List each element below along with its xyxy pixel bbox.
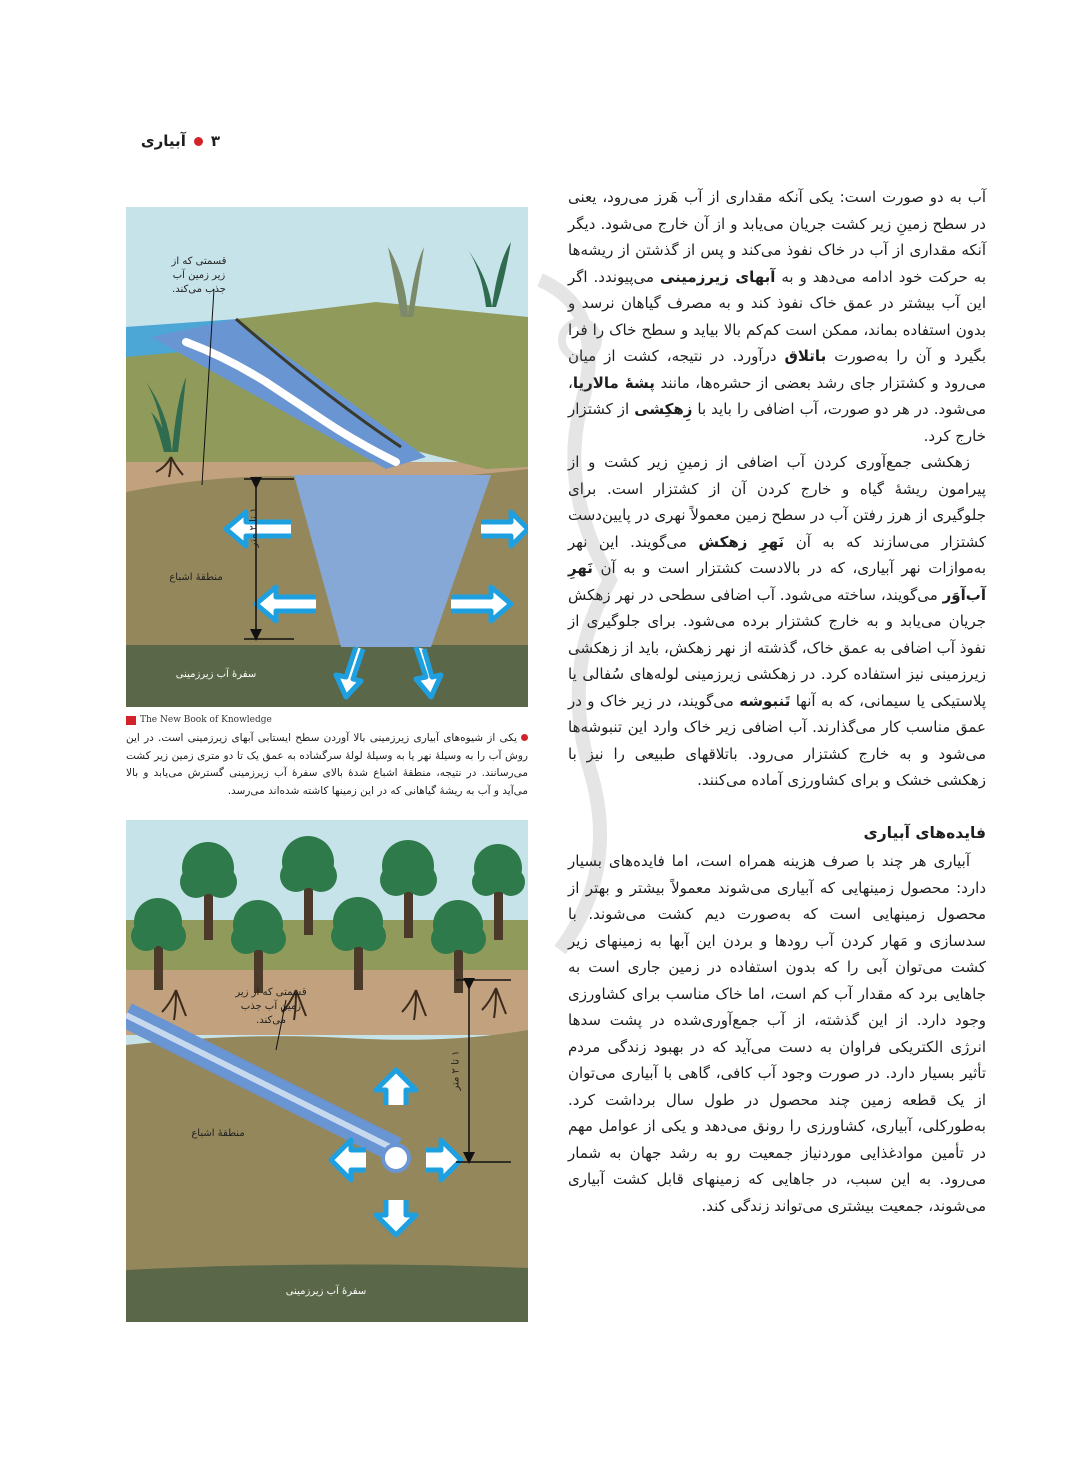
figure-pipe-irrigation — [126, 820, 528, 1322]
label-saturation-zone: منطقهٔ اشباع — [169, 572, 223, 583]
page-number: ۳ — [210, 132, 220, 150]
paragraph: آب به دو صورت است: یکی آنکه مقداری از آب هَرز می‌رود، یعنی در سطح زمینِ زیر کشت جریان می‌یابد و از آن خارج می‌شود. دیگر آنکه مقداری از آب در خاک نفوذ می‌کند و پس از گذشتن از ریشه‌ها به حرکت خود ادامه می‌دهد و به آبهای زیرزمینی می‌پیوندد. اگر این آب بیشتر در عمق خاک نفوذ کند و به مصرف گیاهان نرسد و بدون استفاده بماند، ممکن است کم‌کم بالا بیاید و سطح خاک را فرا بگیرد و آن را به‌صورت باتلاق درآورد. در نتیجه، کشت از میان می‌رود و کشتزار جای رشد بعضی از حشره‌ها، مانند پشهٔ مالاریا، می‌شود. در هر دو صورت، آب اضافی را باید با زِهکِشی از کشتزار خارج کرد. — [568, 188, 986, 445]
label-depth: ۱ تا ۲ متر — [450, 1050, 462, 1091]
image-credit: The New Book of Knowledge — [126, 713, 528, 727]
pipe-opening — [383, 1145, 409, 1171]
publisher-logo-icon — [126, 716, 136, 725]
figure-caption: یکی از شیوه‌های آبیاری زیرزمینی بالا آوردن سطح ایستابی آبهای زیرزمینی است. در این روش آب را به وسیلهٔ نهر یا به وسیلهٔ لولهٔ سرگشاده به عمق یک تا دو متری زمین زیر کشت می‌رسانند. در نتیجه، منطقهٔ اشباع شدهٔ بالای سفرهٔ آب زیرزمینی گسترش می‌یابد و بالا می‌آید و آب به ریشهٔ گیاهانی که در این زمینها کاشته شده‌اند می‌رسد. — [126, 732, 528, 797]
label-absorption: قسمتی که از زیر زمین آب جذب می‌کند. — [235, 987, 307, 1026]
paragraph: زهکشی جمع‌آوری کردن آب اضافی از زمینِ زیر کشت و از پیرامون ریشهٔ گیاه و خارج کردن آن از کشتزار است. برای جلوگیری از هرز رفتن آب در سطح زمین معمولاً نهری در پایین‌دست کشتزار می‌سازند که به آن نَهرِ زهکش می‌گویند. این نهر به‌موازات نهر آبیاری، که در بالادست کشتزار است و به آن نَهرِ آب‌آوَر می‌گویند، ساخته می‌شود. آب اضافی سطحی در نهر زهکش جریان می‌یابد و به خارج کشتزار برده می‌شود. برای جلوگیری از نفوذ آب اضافی به عمق خاک، گذشته از نهر زهکش، باید از زهکشی زیرزمینی نیز استفاده کرد. در زهکشی زیرزمینی لوله‌های سُفالی یا پلاستیکی یا سیمانی، که به آنها تَنبوشه می‌گویند، در زیر خاک و در عمق مناسب کار می‌گذارند. آب اضافی زیر خاک وارد این تنبوشه‌ها می‌شود و به خارج کشتزار می‌رود. باتلاقهای طبیعی را نیز با زهکشی خشک و برای کشاورزی آماده می‌کنند. — [568, 453, 986, 789]
label-absorption: قسمتی که از زیر زمین آب جذب می‌کند. — [171, 256, 227, 295]
section-title-header: آبیاری — [140, 132, 186, 150]
label-depth: ۱ تا ۲ متر — [248, 507, 260, 548]
section-heading: فایده‌های آبیاری — [863, 823, 986, 842]
red-dot-icon — [521, 734, 528, 741]
label-water-table: سفرهٔ آب زیرزمینی — [285, 1286, 367, 1297]
article-text — [568, 184, 986, 1219]
running-header — [120, 128, 220, 154]
figure-canal-irrigation — [126, 207, 528, 707]
pipe-diagram — [126, 820, 528, 1322]
red-dot-icon — [194, 137, 203, 146]
paragraph: آبیاری هر چند با صرف هزینه همراه است، اما فایده‌های بسیار دارد: محصول زمینهایی که آبیاری می‌شوند معمولاً بیشتر و بهتر از محصول زمینهایی است که به‌صورت دیم کشت می‌شوند. با سدسازی و مَهار کردن آب رودها و بردن این آبها به زمینهای زیر کشت می‌توان آبی را که بدون استفاده در زمین جاری است به جاهایی برد که مقدار آب کم است، اما خاک مناسب برای کشاورزی وجود دارد. از این گذشته، از آب جمع‌آوری‌شده در پشت سدها انرژی الکتریکی فراوان به دست می‌آید که در بهبود زندگی مردم تأثیر بسیار دارد. در صورت وجود آب کافی، گاهی با آبیاری می‌توان از یک قطعه زمین چند محصول در طول سال برداشت کرد. به‌طورکلی، آبیاری، کشاورزی را رونق می‌دهد و یکی از عوامل مهم در تأمین موادغذایی مورد‌نیاز جمعیت رو به رشد جهان به شمار می‌رود. به این سبب، در جاهایی که زمینهای قابل کشت آبیاری می‌شوند، جمعیت بیشتری می‌تواند زندگی کند. — [568, 852, 986, 1215]
label-saturation-zone: منطقهٔ اشباع — [191, 1128, 245, 1139]
label-water-table: سفرهٔ آب زیرزمینی — [175, 669, 257, 680]
